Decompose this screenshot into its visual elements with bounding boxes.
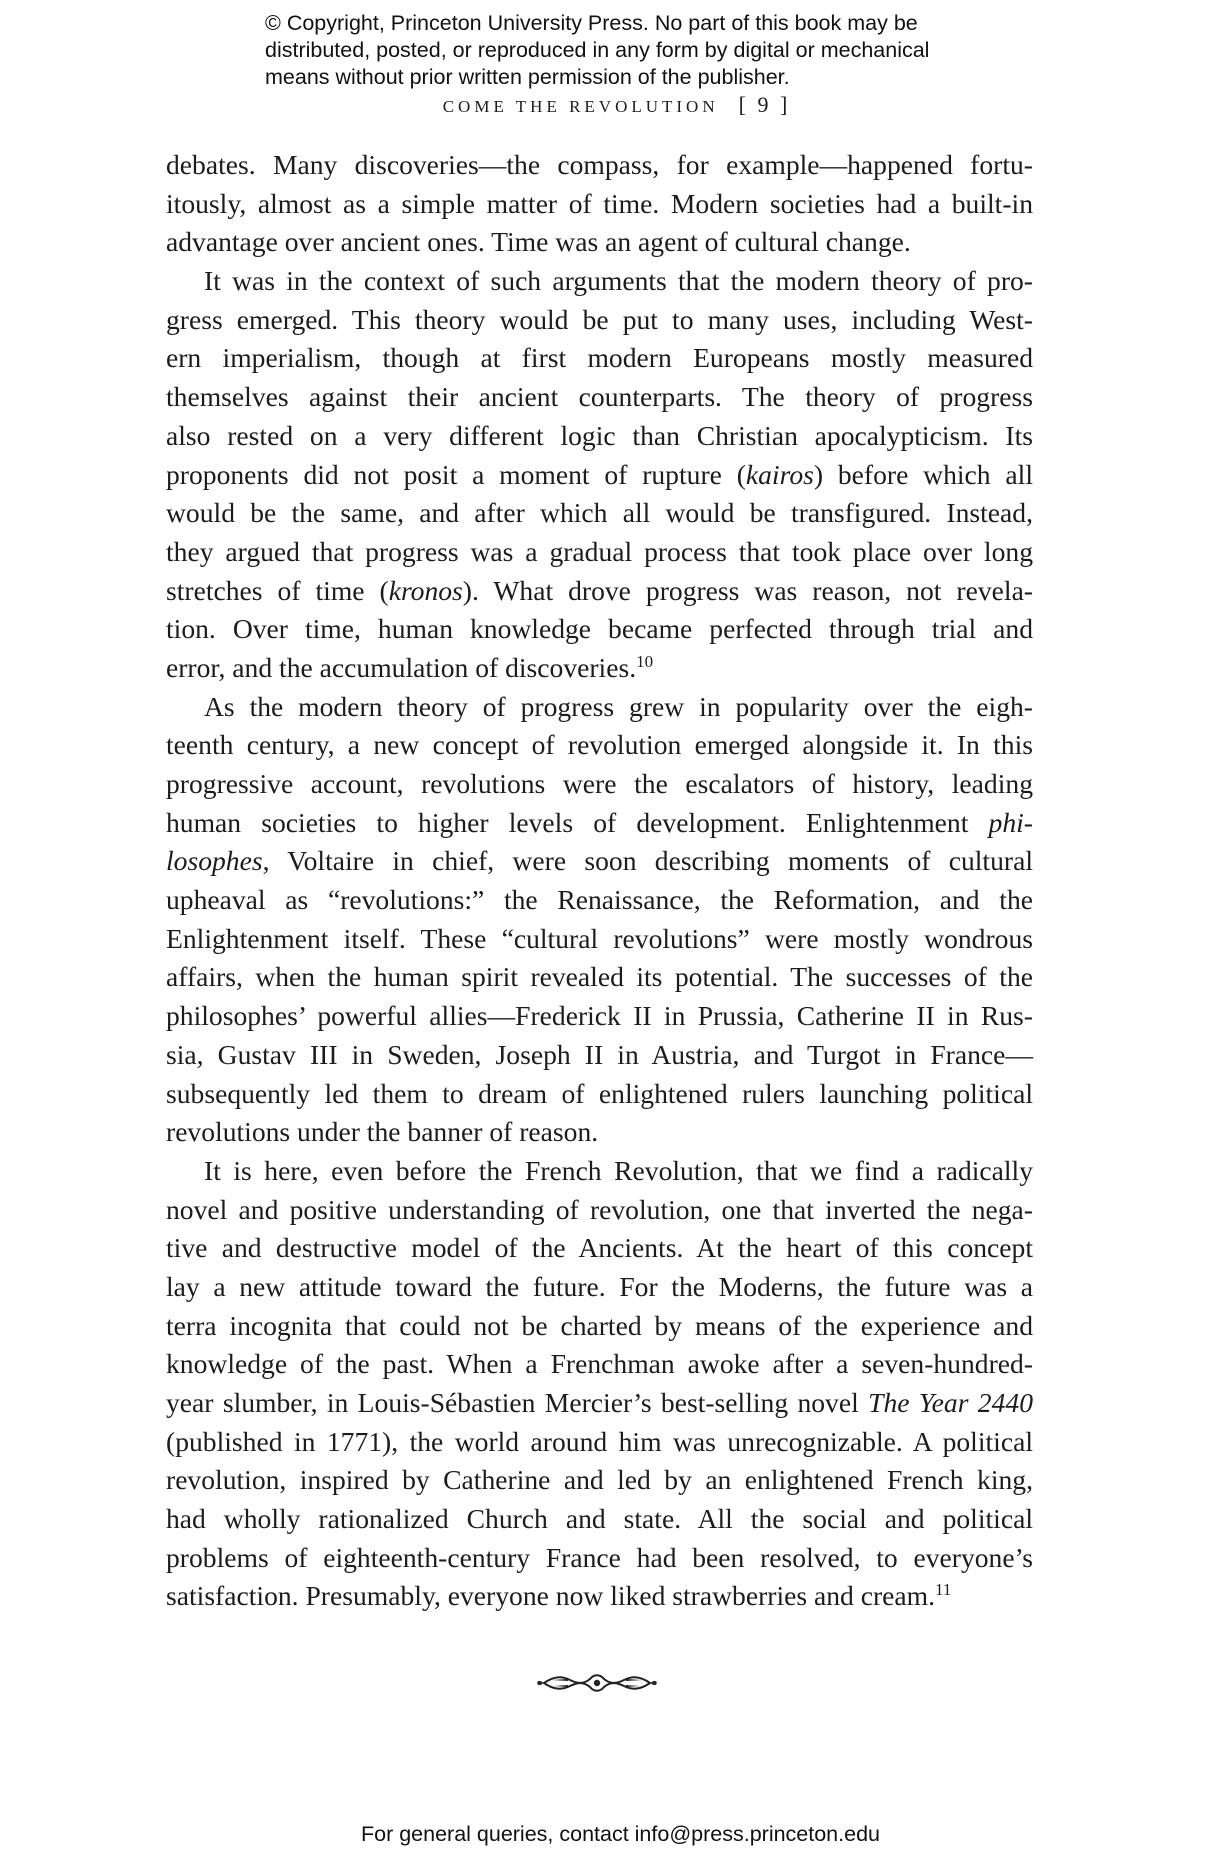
text-run: ) before which all — [813, 458, 1033, 490]
text-line: would be the same, and after which all would be transfigured. Instead, — [166, 497, 1033, 529]
copyright-line: distributed, posted, or reproduced in any form by digital or mechanical — [265, 38, 930, 62]
text-run: stretches of time ( — [166, 574, 389, 606]
text-line: ern imperialism, though at first modern Europeans mostly measured — [166, 342, 1033, 374]
text-run: ). What drove progress was reason, not revela- — [462, 574, 1034, 606]
text-line: novel and positive understanding of revolution, one that inverted the nega- — [166, 1193, 1033, 1225]
paragraph — [166, 262, 1033, 688]
text-line: philosophes’ powerful allies—Frederick II in Prussia, Catherine II in Rus- — [166, 1000, 1033, 1032]
text-line: terra incognita that could not be charted by means of the experience and — [166, 1309, 1033, 1341]
paragraph — [166, 146, 1033, 262]
italic-term: losophes — [166, 845, 263, 877]
text-line: affairs, when the human spirit revealed its potential. The successes of the — [166, 961, 1033, 993]
text-line: progressive account, revolutions were the escalators of history, leading — [166, 768, 1033, 799]
text-run: human societies to higher levels of development. Enlightenment — [166, 806, 989, 838]
copyright-line: © Copyright, Princeton University Press. No part of this book may be — [265, 11, 918, 35]
text-line — [166, 649, 1033, 688]
text-run: satisfaction. Presumably, everyone now liked strawberries and cream. — [166, 1580, 936, 1612]
text-line: teenth century, a new concept of revolution emerged alongside it. In this — [166, 729, 1033, 761]
text-line: themselves against their ancient counterparts. The theory of progress — [166, 381, 1033, 413]
copyright-notice — [265, 10, 965, 91]
italic-term: phi- — [988, 806, 1033, 838]
body-text — [166, 146, 1033, 1616]
text-run: year slumber, in Louis-Sébastien Mercier’s best-selling novel — [166, 1387, 869, 1418]
text-line: itously, almost as a simple matter of time. Modern societies had a built-in — [166, 187, 1033, 219]
text-line: revolutions under the banner of reason. — [166, 1116, 599, 1148]
copyright-line: means without prior written permission of the publisher. — [265, 65, 790, 89]
text-line: upheaval as “revolutions:” the Renaissance, the Reformation, and the — [166, 884, 1033, 916]
running-head-title: COME THE REVOLUTION — [442, 97, 719, 116]
footnote-marker: 10 — [636, 651, 654, 671]
text-line: revolution, inspired by Catherine and led by an enlightened French king, — [166, 1464, 1033, 1496]
text-line: Enlightenment itself. These “cultural revolutions” were mostly wondrous — [166, 922, 1033, 954]
section-ornament — [534, 1670, 660, 1696]
text-run: error, and the accumulation of discoveries. — [166, 651, 637, 683]
text-line: It is here, even before the French Revolution, that we find a radically — [204, 1154, 1033, 1186]
footnote-marker: 11 — [935, 1580, 952, 1600]
text-line: sia, Gustav III in Sweden, Joseph II in Austria, and Turgot in France— — [166, 1038, 1033, 1070]
text-line: lay a new attitude toward the future. For the Moderns, the future was a — [166, 1270, 1033, 1302]
text-line: knowledge of the past. When a Frenchman awoke after a seven-hundred- — [166, 1348, 1033, 1380]
text-line — [166, 804, 1033, 843]
text-line — [166, 1384, 1033, 1423]
text-line: As the modern theory of progress grew in popularity over the eigh- — [204, 690, 1033, 722]
paragraph — [166, 1152, 1033, 1616]
text-line: problems of eighteenth-century France had been resolved, to everyone’s — [166, 1541, 1033, 1573]
italic-term: kronos — [388, 574, 463, 606]
text-run: proponents did not posit a moment of rupture ( — [166, 458, 746, 490]
text-line — [166, 1577, 1033, 1616]
text-run: , Voltaire in chief, were soon describing moments of cultural — [262, 845, 1033, 877]
text-line: It was in the context of such arguments that the modern theory of pro- — [204, 265, 1033, 297]
text-line: advantage over ancient ones. Time was an agent of cultural change. — [166, 226, 911, 258]
footer-contact: For general queries, contact info@press.princeton.edu — [360, 1822, 880, 1846]
paragraph — [166, 688, 1033, 1152]
italic-title: The Year 2440 — [868, 1387, 1033, 1418]
text-line: tive and destructive model of the Ancients. At the heart of this concept — [166, 1232, 1033, 1264]
text-line — [166, 572, 1033, 611]
page-number: [ 9 ] — [738, 92, 791, 117]
text-line: subsequently led them to dream of enlightened rulers launching political — [166, 1077, 1033, 1109]
text-line: (published in 1771), the world around him was unrecognizable. A political — [166, 1425, 1033, 1457]
text-line: gress emerged. This theory would be put to many uses, including West- — [166, 303, 1033, 335]
text-line: had wholly rationalized Church and state. All the social and political — [166, 1503, 1033, 1535]
text-line — [166, 842, 1033, 881]
text-line: debates. Many discoveries—the compass, for example—happened fortu- — [166, 149, 1033, 180]
text-line — [166, 456, 1033, 495]
text-line: tion. Over time, human knowledge became perfected through trial and — [166, 613, 1033, 645]
text-line: they argued that progress was a gradual process that took place over long — [166, 535, 1033, 567]
running-head — [0, 92, 1225, 118]
text-line: also rested on a very different logic than Christian apocalypticism. Its — [166, 419, 1033, 451]
italic-term: kairos — [745, 458, 814, 490]
